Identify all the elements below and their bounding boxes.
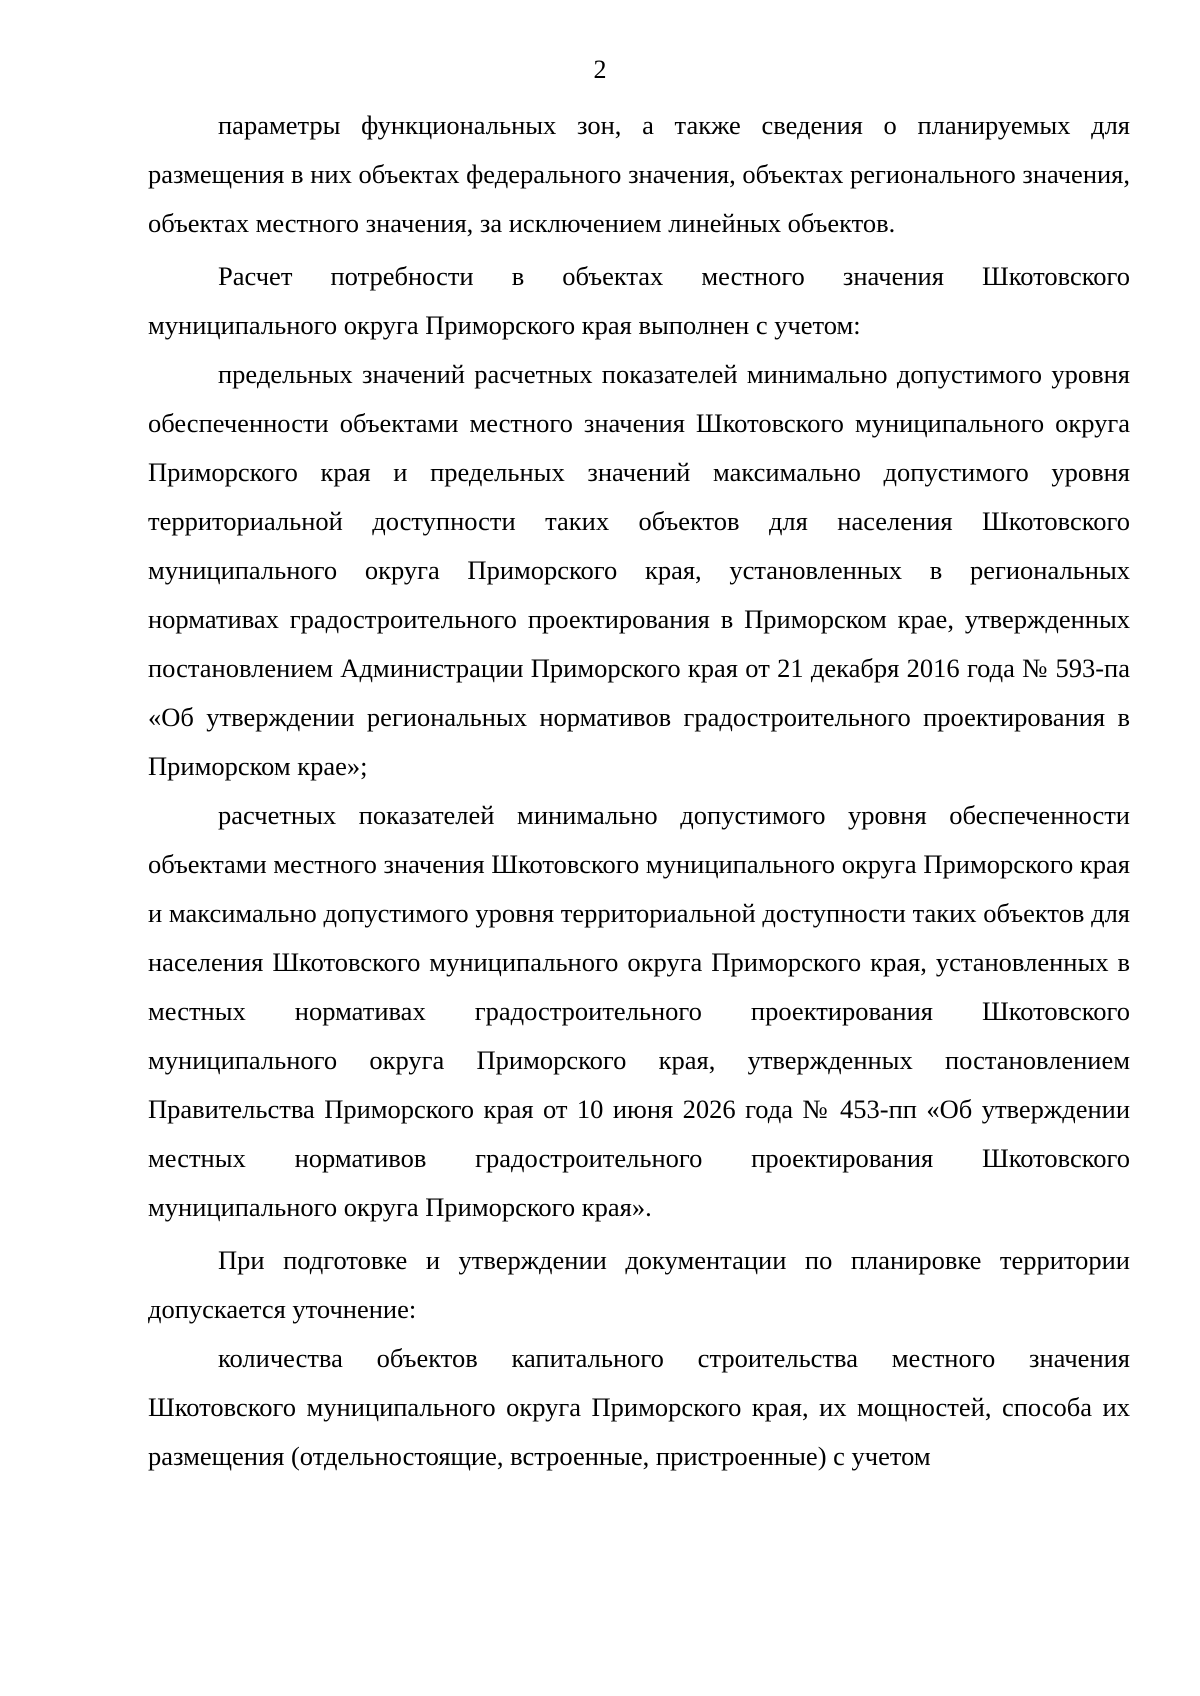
paragraph-local-standards: расчетных показателей минимально допустимого уровня обеспеченности объектами местного значения Шкотовского муниципального округа Приморского края и максимально допустимого уровня территориальной доступности таких объектов для населения Шкотовского муниципального округа Приморского края, установленных в местных нормативах градостроительного проектирования Шкотовского муниципального округа Приморского края, утвержденных постановлением Правительства Приморского края от 10 июня 2026 года № 453-пп «Об утверждении местных нормативов градостроительного проектирования Шкотовского муниципального округа Приморского края». [148, 800, 1130, 1222]
page-number: 2 [593, 55, 607, 84]
paragraph-needs-calculation: Расчет потребности в объектах местного значения Шкотовского муниципального округа Приморского края выполнен с учетом: [148, 261, 1130, 340]
document-body [148, 101, 1130, 1481]
paragraph-planning-documentation: При подготовке и утверждении документации по планировке территории допускается уточнение: [148, 1245, 1130, 1324]
paragraph-regional-standards: предельных значений расчетных показателей минимально допустимого уровня обеспеченности объектами местного значения Шкотовского муниципального округа Приморского края и предельных значений максимально допустимого уровня территориальной доступности таких объектов для населения Шкотовского муниципального округа Приморского края, установленных в региональных нормативах градостроительного проектирования в Приморском крае, утвержденных постановлением Администрации Приморского края от 21 декабря 2016 года № 593-па «Об утверждении региональных нормативов градостроительного проектирования в Приморском крае»; [148, 359, 1130, 781]
paragraph-functional-zones: параметры функциональных зон, а также сведения о планируемых для размещения в них объектах федерального значения, объектах регионального значения, объектах местного значения, за исключением линейных объектов. [148, 110, 1130, 238]
paragraph-capital-construction: количества объектов капитального строительства местного значения Шкотовского муниципального округа Приморского края, их мощностей, способа их размещения (отдельностоящие, встроенные, пристроенные) с учетом [148, 1343, 1130, 1471]
